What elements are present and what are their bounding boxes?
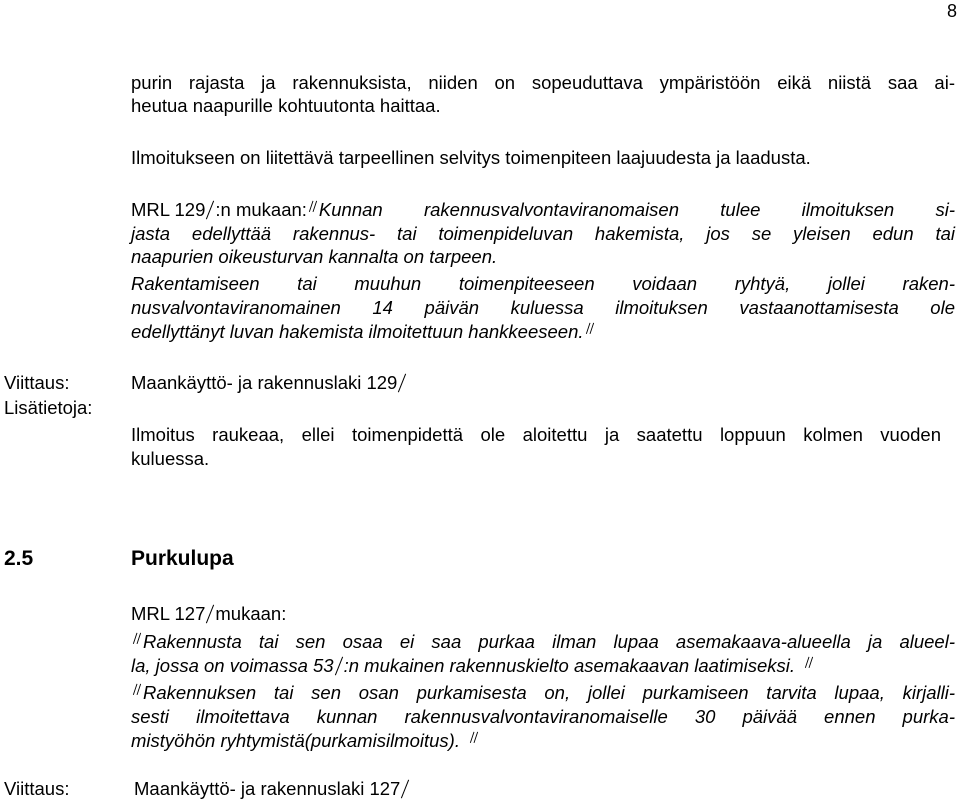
ref-law-1: Maankäyttö- ja rakennuslaki 129 [131,372,398,393]
mrl127-q2-line-2: sesti ilmoitettava kunnan rakennusvalvontaviranomaiselle 30 päivää ennen purka- [131,706,955,727]
quote-close-icon [803,655,815,677]
quote-close-icon [584,321,596,343]
mrl129-line-4: Rakentamiseen tai muuhun toimenpiteeseen voidaan ryhtyä, jollei raken- [131,273,955,294]
section-title: Purkulupa [131,547,234,570]
info-line-2: kuluessa. [131,448,210,469]
section-number: 2.5 [4,547,34,570]
ref-law-2: Maankäyttö- ja rakennuslaki 127 [134,778,401,799]
mrl127-intro [131,602,286,626]
section-mark-icon [205,603,215,625]
mrl129-line-5: nusvalvontaviranomainen 14 päivän kuluessa ilmoituksen vastaanottamisesta ole [131,297,955,318]
page-number: 8 [946,1,957,21]
top-line-2: heutua naapurille kohtuutonta haittaa. [131,95,441,116]
mrl129-line-1 [131,198,955,222]
top-line-3: Ilmoitukseen on liitettävä tarpeellinen selvitys toimenpiteen laajuudesta ja laadusta. [131,147,811,168]
info-line-1: Ilmoitus raukeaa, ellei toimenpidettä ole aloitettu ja saatettu loppuun kolmen vuoden [131,424,941,445]
mrl127-ref: MRL 127 [131,603,206,624]
mrl129-mukaan: :n mukaan: [215,199,307,220]
mrl127-q1-line-2 [131,654,815,678]
ref-label-2: Viittaus: [4,778,70,799]
mrl127-q2-end: mistyöhön ryhtymistä(purkamisilmoitus). [131,730,460,751]
quote-open-icon [131,631,143,653]
section-mark-icon [334,655,344,677]
mrl127-q1-end: :n mukainen rakennuskielto asemakaavan laatimiseksi. [343,655,796,676]
ref-value-2 [134,777,410,801]
mrl129-line-3: naapurien oikeusturvan kannalta on tarpeen. [131,246,498,267]
section-mark-icon [205,199,215,221]
mrl129-quote-end: edellyttänyt luvan hakemista ilmoitettuun hankkeeseen. [131,321,584,342]
mrl127-mukaan: mukaan: [215,603,287,624]
section-mark-icon [397,372,407,394]
quote-open-icon [131,682,143,704]
mrl127-q1-line-1 [131,630,955,654]
quote-close-icon [468,730,480,752]
ref-label-1: Viittaus: [4,372,70,393]
section-mark-icon [400,778,410,800]
top-line-1: purin rajasta ja rakennuksista, niiden on sopeuduttava ympäristöön eikä niistä saa ai- [131,72,955,93]
mrl129-line-2: jasta edellyttää rakennus- tai toimenpideluvan hakemista, jos se yleisen edun tai [131,223,955,244]
mrl129-ref: MRL 129 [131,199,206,220]
mrl127-q1-mid: la, jossa on voimassa 53 [131,655,334,676]
mrl127-q2-line-3 [131,729,480,753]
quote-open-icon [307,199,319,221]
mrl127-q2-start: Rakennuksen tai sen osan purkamisesta on, jollei purkamiseen tarvita lupaa, kirjalli- [143,682,955,703]
ref-value-1 [131,371,407,395]
mrl127-q1-start: Rakennusta tai sen osaa ei saa purkaa ilman lupaa asemakaava-alueella ja alueel- [143,631,955,652]
info-label: Lisätietoja: [4,397,93,418]
mrl127-q2-line-1 [131,681,955,705]
mrl129-line-6 [131,320,596,344]
mrl129-quote-start: Kunnan rakennusvalvontaviranomaisen tulee ilmoituksen si- [318,199,955,220]
